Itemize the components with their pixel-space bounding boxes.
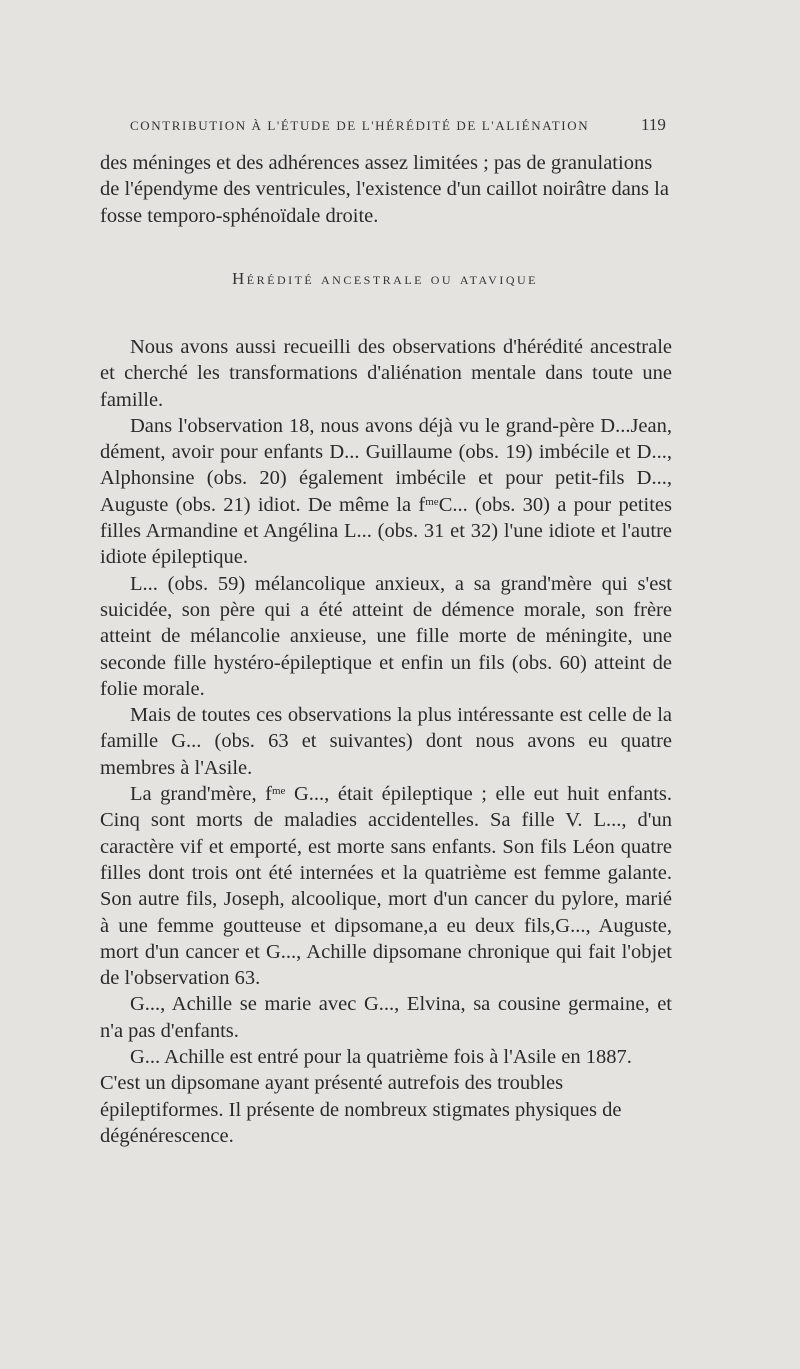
- paragraph-1: Nous avons aussi recueilli des observations d'hérédité ancestrale et cherché les transformations d'aliénation mentale dans toute une famille.: [100, 336, 672, 411]
- paragraph-4: Mais de toutes ces observations la plus intéressante est celle de la famille G... (obs. 63 et suivantes) dont nous avons eu quatre membres à l'Asile.: [100, 704, 672, 779]
- body-text: [100, 334, 672, 1149]
- intro-block: [100, 150, 672, 229]
- paragraph-5: [100, 781, 672, 991]
- running-title: CONTRIBUTION À L'ÉTUDE DE L'HÉRÉDITÉ DE L'ALIÉNATION: [130, 118, 590, 133]
- paragraph-7: G... Achille est entré pour la quatrième fois à l'Asile en 1887. C'est un dipsomane ayant présenté autrefois des troubles épileptiformes. Il présente de nombreux stigmates physiques de dégénérescence.: [100, 1046, 632, 1147]
- intro-paragraph: des méninges et des adhérences assez limitées ; pas de granulations de l'épendyme des ventricules, l'existence d'un caillot noirâtre dans la fosse temporo-sphénoïdale droite.: [100, 152, 669, 227]
- paragraph-5-part-a: La grand'mère, f: [130, 783, 272, 806]
- paragraph-2-part-b: C... (obs. 30) a pour petites filles Armandine et Angélina L... (obs. 31 et 32) l'une idiote et l'autre idiote épileptique.: [100, 493, 672, 569]
- paragraph-6: G..., Achille se marie avec G..., Elvina, sa cousine germaine, et n'a pas d'enfants.: [100, 993, 672, 1042]
- paragraph-5-superscript: me: [272, 785, 286, 798]
- page-number: 119: [641, 115, 666, 134]
- section-title: Hérédité ancestrale ou atavique: [232, 269, 538, 288]
- paragraph-3: L... (obs. 59) mélancolique anxieux, a sa grand'mère qui s'est suicidée, son père qui a été atteint de démence morale, son frère atteint de mélancolie anxieuse, une fille morte de méningite, une seconde fille hystéro-épileptique et enfin un fils (obs. 60) atteint de folie morale.: [100, 572, 672, 700]
- paragraph-2-superscript: me: [425, 495, 439, 508]
- paragraph-5-part-b: G..., était épileptique ; elle eut huit enfants. Cinq sont morts de maladies accidentelles. Sa fille V. L..., d'un caractère vif et emporté, est morte sans enfants. Son fils Léon quatre filles dont trois ont été internées et la quatrième est femme galante. Son autre fils, Joseph, alcoolique, mort d'un cancer du pylore, marié à une femme goutteuse et dipsomane,a eu deux fils,G..., Auguste, mort d'un cancer et G..., Achille dipsomane chronique qui fait l'objet de l'observation 63.: [100, 783, 672, 990]
- paragraph-2: [100, 413, 672, 571]
- paragraph-2-part-a: Dans l'observation 18, nous avons déjà vu le grand-père D...Jean, dément, avoir pour enfants D... Guillaume (obs. 19) imbécile et D..., Alphonsine (obs. 20) également imbécile et pour petit-fils D..., Auguste (obs. 21) idiot. De même la f: [100, 414, 672, 516]
